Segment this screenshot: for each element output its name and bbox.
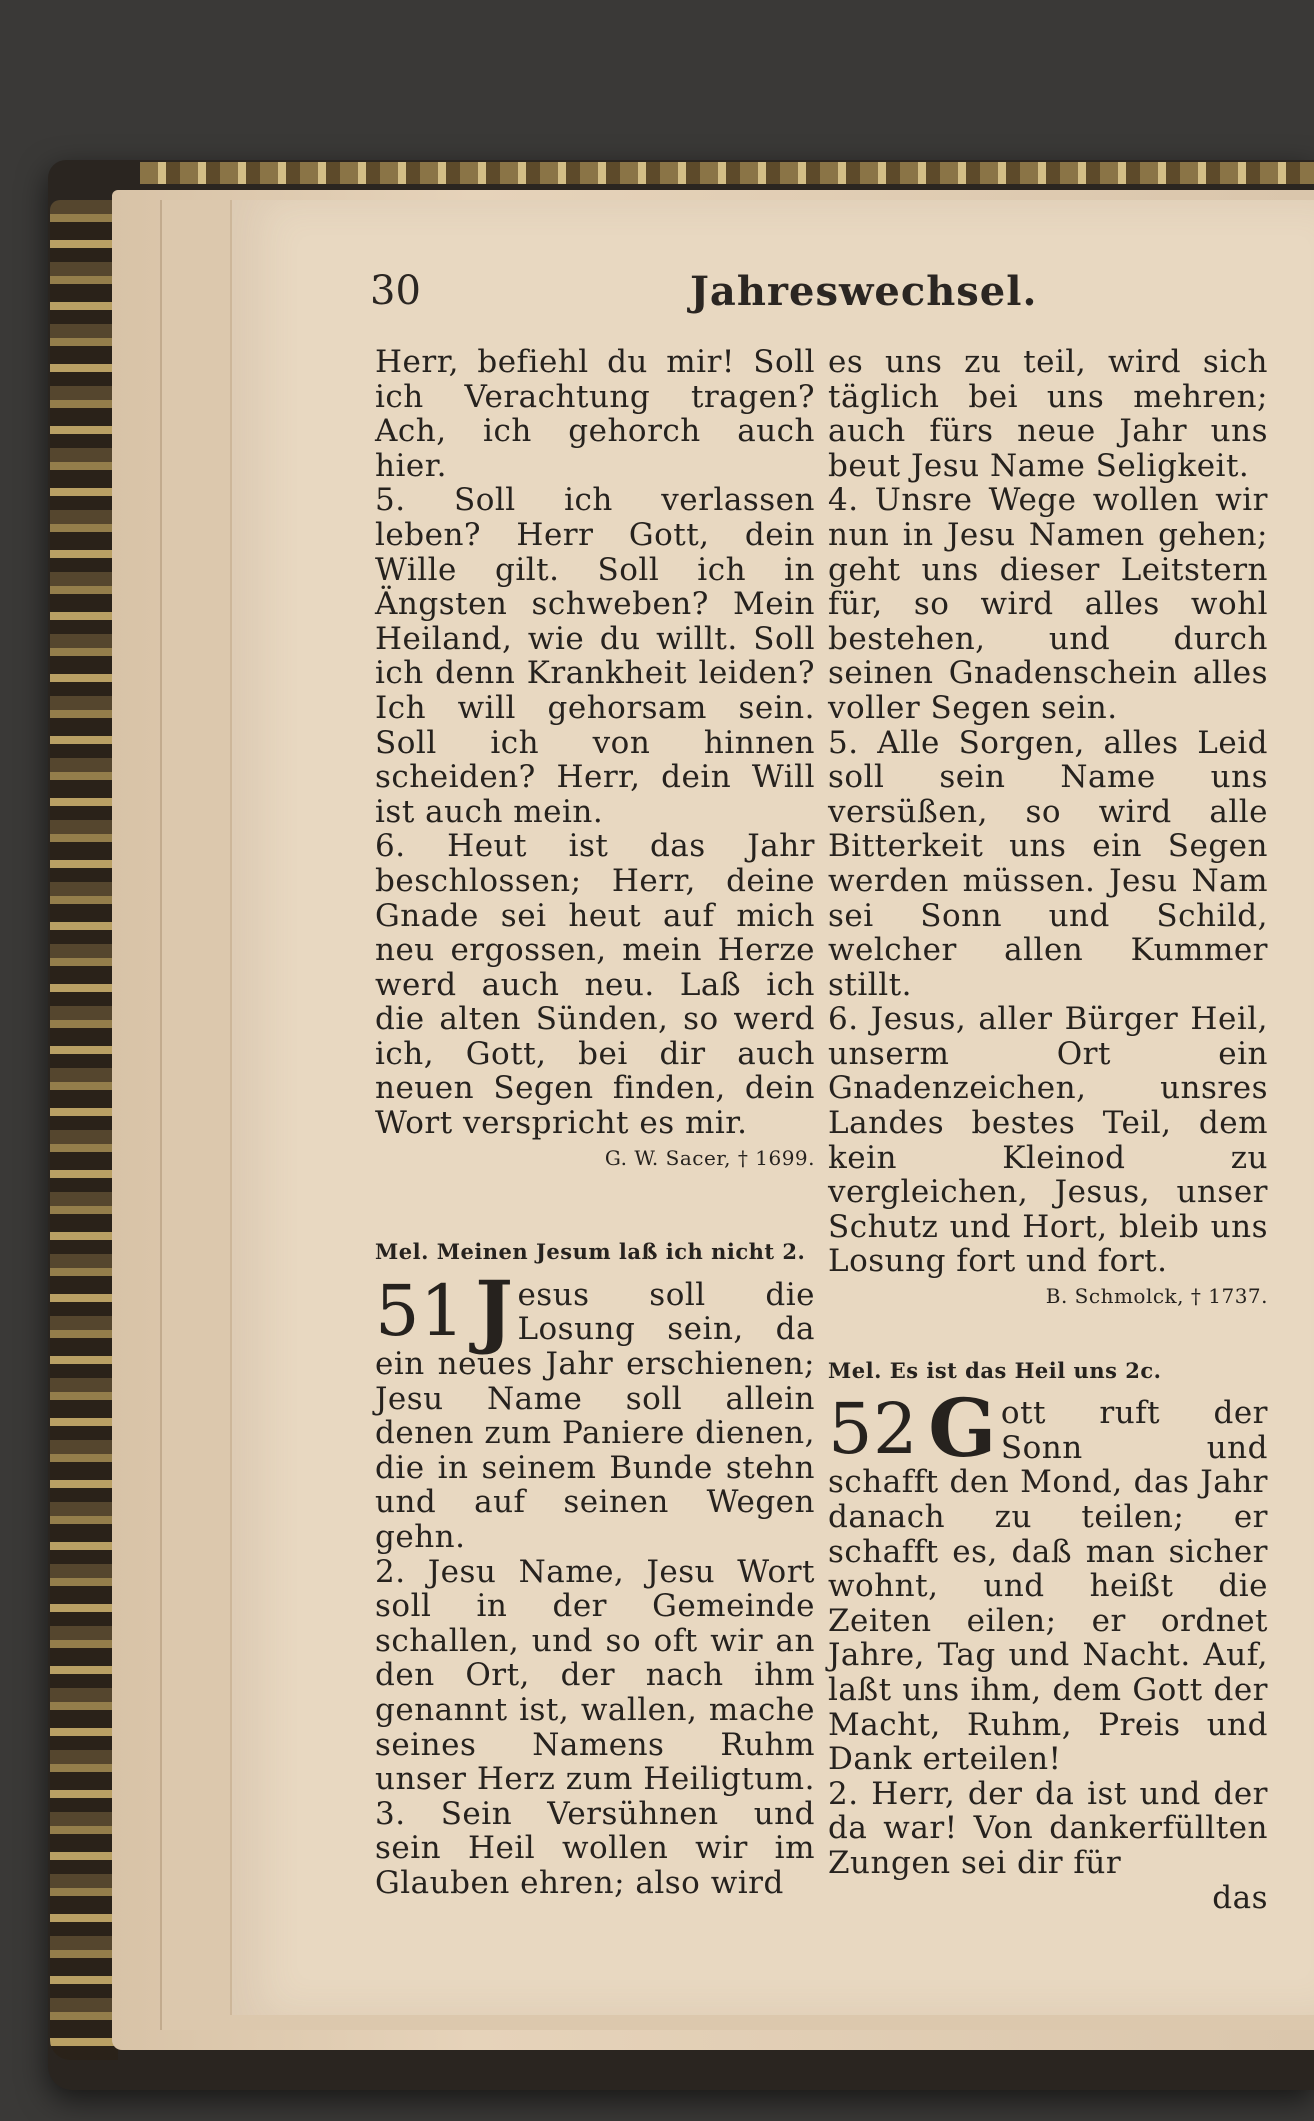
hymn-52 <box>828 1381 1268 1778</box>
verse-text: 3. Sein Versühnen und sein Heil wollen wir im Glauben ehren; also wird <box>375 1795 815 1901</box>
book-spine <box>50 200 118 2060</box>
catchword: das <box>1212 1879 1268 1916</box>
verse-text: 5. Soll ich verlassen leben? Herr Gott, dein Wille gilt. Soll ich in Ängsten schweben? Mein Heiland, wie du willt. Soll ich denn Krankheit leiden? Ich will gehorsam sein. Soll ich von hinnen scheiden? Herr, dein Will ist auch mein. <box>375 482 815 830</box>
hymn-51 <box>375 1262 815 1555</box>
melody-line: Mel. Meinen Jesum laß ich nicht 2. <box>375 1239 806 1265</box>
right-column <box>828 345 1268 1915</box>
verse-text: 4. Unsre Wege wollen wir nun in Jesu Namen gehen; geht uns dieser Leitstern für, so wird alles wohl bestehen, und durch seinen Gnadenschein alles voller Segen sein. <box>828 482 1268 726</box>
verse-text: Herr, befiehl du mir! Soll ich Verachtung tragen? Ach, ich gehorch auch hier. <box>375 344 815 484</box>
verse-text: es uns zu teil, wird sich täglich bei uns mehren; auch fürs neue Jahr uns beut Jesu Name Seligkeit. <box>828 344 1268 484</box>
verse-text: 6. Jesus, aller Bürger Heil, unserm Ort ein Gnadenzeichen, unsres Landes bestes Teil, dem kein Kleinod zu vergleichen, Jesus, unser Schutz und Hort, bleib uns Losung fort und fort. <box>828 1001 1268 1280</box>
hymn-number: 52 <box>828 1388 919 1471</box>
verse-text: ott ruft der Sonn und schafft den Mond, das Jahr danach zu teilen; er schafft es, daß man sicher wohnt, und heißt die Zeiten eilen; er ordnet Jahre, Tag und Nacht. Auf, laßt uns ihm, dem Gott der Macht, Ruhm, Preis und Dank erteilen! <box>828 1395 1268 1778</box>
verse-text: 2. Jesu Name, Jesu Wort soll in der Gemeinde schallen, und so oft wir an den Ort, der nach ihm genannt ist, wallen, mache seines Namens Ruhm unser Herz zum Heiligtum. <box>375 1553 815 1798</box>
verse-text: esus soll die Losung sein, da ein neues Jahr erschienen; Jesu Name soll allein denen zum Paniere dienen, die in seinem Bunde stehn und auf seinen Wegen gehn. <box>375 1276 815 1555</box>
drop-cap: J <box>475 1262 514 1357</box>
hymn-number: 51 <box>375 1269 466 1352</box>
running-title: Jahreswechsel. <box>690 268 1038 315</box>
left-column <box>375 345 815 1901</box>
verse-text: 6. Heut ist das Jahr beschlossen; Herr, deine Gnade sei heut auf mich neu ergossen, mein Herze werd auch neu. Laß ich die alten Sünden, so werd ich, Gott, bei dir auch neuen Segen finden, dein Wort verspricht es mir. <box>375 828 815 1142</box>
drop-cap: G <box>928 1381 997 1476</box>
page-header <box>370 268 1038 328</box>
verse-text: 5. Alle Sorgen, alles Leid soll sein Name uns versüßen, so wird alle Bitterkeit uns ein Segen werden müssen. Jesu Nam sei Sonn und Schild, welcher allen Kummer stillt. <box>828 724 1268 1003</box>
gilt-edge <box>140 162 1314 184</box>
verse-text: 2. Herr, der da ist und der da war! Von dankerfüllten Zungen sei dir für <box>828 1775 1268 1881</box>
hymn-author: B. Schmolck, † 1737. <box>1045 1284 1268 1309</box>
melody-line: Mel. Es ist das Heil uns 2c. <box>828 1357 1162 1383</box>
page-number: 30 <box>370 268 421 314</box>
hymn-author: G. W. Sacer, † 1699. <box>604 1145 815 1170</box>
